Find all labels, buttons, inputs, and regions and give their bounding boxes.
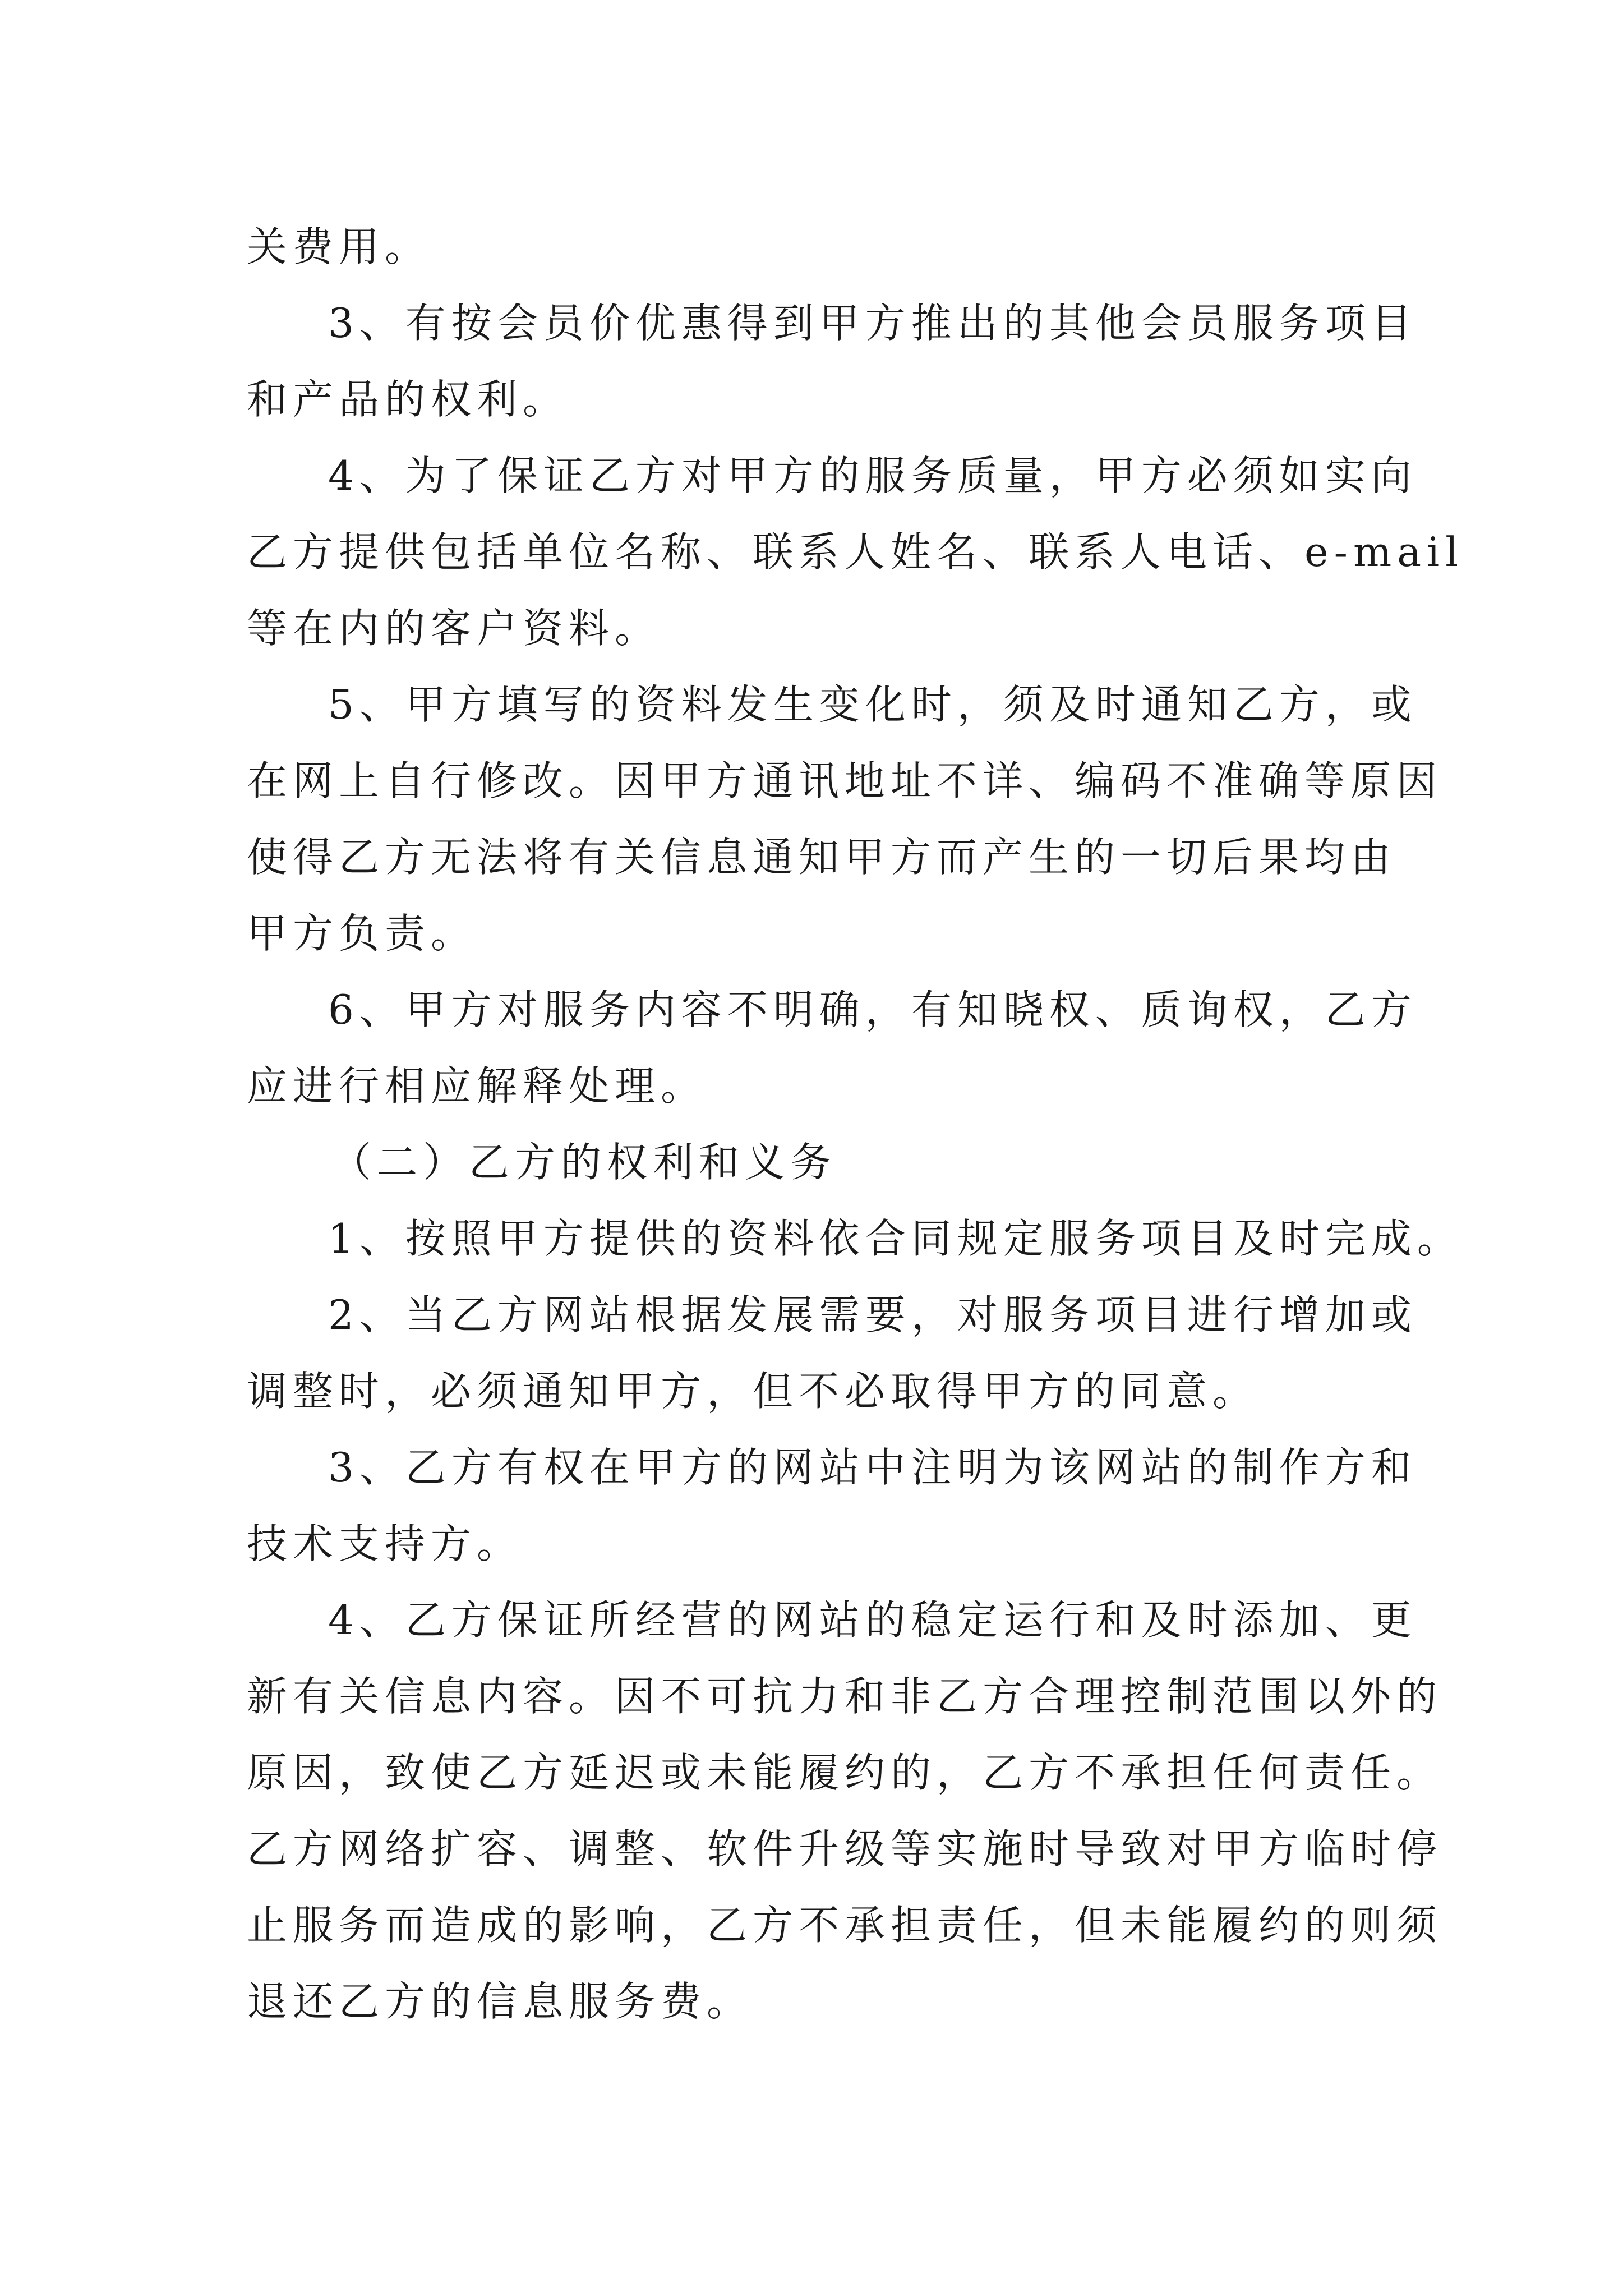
section-heading: （二）乙方的权利和义务 bbox=[331, 1139, 837, 1186]
text-line: 使得乙方无法将有关信息通知甲方而产生的一切后果均由 bbox=[247, 834, 1397, 881]
text-line: 5、甲方填写的资料发生变化时，须及时通知乙方，或 bbox=[328, 681, 1417, 728]
text-line: 等在内的客户资料。 bbox=[247, 605, 661, 652]
text-line: 退还乙方的信息服务费。 bbox=[247, 1978, 753, 2025]
text-line: 2、当乙方网站根据发展需要，对服务项目进行增加或 bbox=[328, 1291, 1417, 1338]
text-line: 乙方提供包括单位名称、联系人姓名、联系人电话、e-mail bbox=[247, 528, 1464, 576]
text-line: 和产品的权利。 bbox=[247, 376, 569, 423]
text-line: 在网上自行修改。因甲方通讯地址不详、编码不准确等原因 bbox=[247, 757, 1443, 804]
document-body bbox=[247, 209, 1464, 2040]
text-line: 调整时，必须通知甲方，但不必取得甲方的同意。 bbox=[247, 1368, 1259, 1415]
text-line: 4、乙方保证所经营的网站的稳定运行和及时添加、更 bbox=[328, 1596, 1417, 1644]
text-line: 止服务而造成的影响，乙方不承担责任，但未能履约的则须 bbox=[247, 1902, 1443, 1949]
text-line: 乙方网络扩容、调整、软件升级等实施时导致对甲方临时停 bbox=[247, 1825, 1443, 1872]
text-line: 应进行相应解释处理。 bbox=[247, 1062, 707, 1110]
text-line: 3、乙方有权在甲方的网站中注明为该网站的制作方和 bbox=[328, 1444, 1417, 1491]
text-line: 6、甲方对服务内容不明确，有知晓权、质询权，乙方 bbox=[328, 986, 1417, 1033]
text-line: 关费用。 bbox=[247, 223, 431, 270]
text-line: 4、为了保证乙方对甲方的服务质量，甲方必须如实向 bbox=[328, 452, 1417, 499]
text-line: 新有关信息内容。因不可抗力和非乙方合理控制范围以外的 bbox=[247, 1673, 1443, 1720]
text-line: 1、按照甲方提供的资料依合同规定服务项目及时完成。 bbox=[328, 1215, 1463, 1262]
text-line: 甲方负责。 bbox=[247, 910, 477, 957]
text-line: 原因，致使乙方延迟或未能履约的，乙方不承担任何责任。 bbox=[247, 1749, 1443, 1796]
text-line: 技术支持方。 bbox=[247, 1520, 523, 1567]
text-line: 3、有按会员价优惠得到甲方推出的其他会员服务项目 bbox=[328, 300, 1417, 347]
